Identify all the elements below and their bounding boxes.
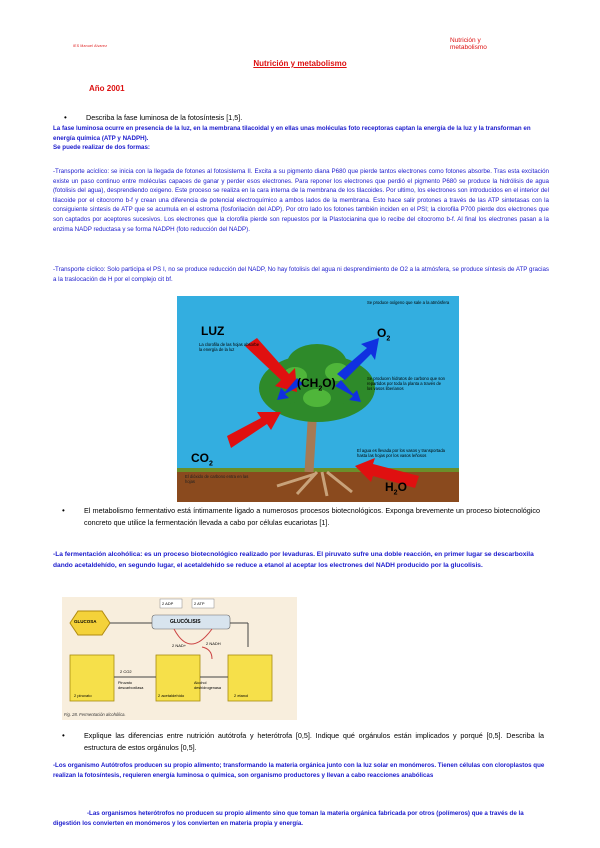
co2-released-label: 2 CO2 (120, 669, 132, 674)
photosynthesis-figure (177, 296, 459, 502)
bullet-icon: • (62, 506, 65, 515)
h2o-label (385, 480, 407, 496)
header-left-text: IES Manuel Alvarez (73, 44, 108, 48)
ch2o-sub: 2 (318, 385, 323, 393)
page-title: Nutrición y metabolismo (253, 59, 347, 68)
note-water: El agua es llevada por los vasos y transportada hasta las hojas por los vasos leñosos (357, 448, 445, 458)
q1-acyclic: -Transporte acíclico: se inicia con la llegada de fotones al fotosistema II. Excita a su pigmento diana P680 que pierde tantos electrones como fotones absorbe. Tras esta excitación existe un paso continuo entre moléculas capaces de ganar y perder esos electrones. Para reponer los electrones que perdió el pigmento P680 se produce la hidrólisis de agua (fotolisis del agua), desprendiendo oxigeno. Este proceso se realiza en la cara interna de la membrana de los tilacoides. Por ultimo, los electrones son introducidos en el interior del tilacoide por el citocromo b-f y crean una diferencia de potencial electroquímico a ambos lados de la membrana. Esto hace salir protones a través de las ATP sintetasas con la consiguiente síntesis de ATP que se acumula en el estroma (fosforilación del ADP). Por otro lado los fotones también inciden en el PSI; la clorofila P700 pierde dos electrones que son captados por aceptores sucesivos. Los electrones que la clorofila pierde son repuestos por la Plastocianina que lo recibe del citocromo b-f. Al final los electrones pasan a la enzima NADP reductasa y se forma NADPH (foto reducción del NADP). (53, 168, 549, 233)
question-2 (62, 505, 540, 529)
adp-label: 2 ADP (162, 601, 174, 606)
acetaldehyde-caption: 2 acetaldehído (158, 693, 185, 698)
note-co2: El dióxido de carbono entra en las hojas (185, 474, 249, 484)
year-heading: Año 2001 (89, 84, 125, 93)
o2-text: O (377, 326, 387, 340)
ethanol-caption: 2 etanol (234, 693, 249, 698)
figure-2-caption: Fig. 28. Fermentación alcohólica. (64, 712, 126, 717)
o2-label (377, 326, 390, 342)
question-3 (62, 730, 544, 754)
q3-answer-autotrophs: -Los organismo Autótrofos producen su propio alimento; transformando la materia orgánica junto con la luz solar en monómeros. Tienen células con cloroplastos que realizan la fotosíntesis, requieren energía luminosa o química, son organismo productores y llevan a cabo reacciones anabólicas (53, 762, 545, 779)
co2-label (191, 451, 213, 467)
nadh-label: 2 NADH (206, 641, 221, 646)
glucose-label: GLUCOSA (74, 619, 97, 624)
nad-label: 2 NAD+ (172, 643, 187, 648)
question-2-text: El metabolismo fermentativo está íntimamente ligado a numerosos procesos biotecnológicos. Exponga brevemente un proceso biotecnológico concreto que utilice la fermentación llevada a cabo por células eucariotas [1]. (84, 506, 540, 527)
q1-answer-intro-1: La fase luminosa ocurre en presencia de la luz, en la membrana tilacoidal y en ellas unas moléculas foto receptoras captan la energía de la luz y la transforman en energía química (ATP y NADPH). (53, 125, 531, 142)
ch2o-text: (CH (297, 376, 319, 390)
question-1-text: Describa la fase luminosa de la fotosíntesis [1,5]. (86, 113, 243, 122)
header-right-line2: metabolismo (450, 44, 487, 51)
co2-sub: 2 (209, 460, 213, 468)
bullet-icon: • (62, 731, 65, 740)
atp-label: 2 ATP (194, 601, 205, 606)
q1-answer-intro (53, 124, 547, 153)
note-chlorophyll: La clorofila de las hojas absorbe la energía de la luz (199, 342, 260, 352)
bullet-icon: • (64, 113, 67, 122)
alcohol-dehydrogenase-label: Alcohol deshidrogenasa (194, 681, 222, 690)
pyruvate-caption: 2 piruvato (74, 693, 92, 698)
question-1 (64, 112, 516, 124)
note-oxygen: Se produce oxígeno que sale a la atmósfera (367, 300, 450, 305)
question-3-text: Explique las diferencias entre nutrición autótrofa y heterótrofa [0,5]. Indique qué orgánulos están implicados y porqué [0,5]. Describa la estructura de estos orgánulos [0,5]. (84, 731, 544, 752)
h2o-sub: 2 (393, 489, 398, 497)
header-right-line1: Nutrición y (450, 37, 481, 44)
co2-text: CO (191, 451, 209, 465)
q3-answer-heterotrophs: -Las organismos heterótrofos no producen su propio alimento sino que toman la materia orgánica fabricada por otros (polímeros) que a través de la digestión los convierten en monómeros y los convierten en materia propia y energía. (53, 810, 524, 827)
q1-answer-intro-2: Se puede realizar de dos formas: (53, 144, 150, 152)
h2o-end: O (397, 480, 407, 494)
q2-answer: -La fermentación alcohólica: es un proceso biotecnológico realizado por levaduras. El piruvato sufre una doble reacción, en primer lugar se descarboxila dando acetaldehído, en segundo lugar, el acetaldehído se reduce a etanol al aceptar los electrones del NADH producido por la glucolisis. (53, 551, 534, 569)
q1-cyclic: -Transporte cíclico: Solo participa el PS I, no se produce reducción del NADP, No hay fotolisis del agua ni desprendimiento de O2 a la atmósfera, se produce síntesis de ATP gracias a la traslocación de H por el complejo cit bf. (53, 266, 549, 283)
h2o-text: H (385, 480, 394, 494)
ch2o-end: O) (322, 376, 336, 390)
glycolysis-label: GLUCÓLISIS (170, 619, 201, 625)
o2-sub: 2 (386, 335, 391, 343)
header-right-text (450, 37, 487, 51)
note-carbohydrates: Se producen hidratos de carbono que son repartidos por toda la planta a través de los vasos liberianos (367, 376, 445, 391)
decarboxylase-label: Piruvato descarboxilasa (118, 681, 144, 690)
fermentation-figure (62, 597, 297, 720)
fermentation-diagram (62, 597, 297, 720)
ch2o-label (297, 376, 336, 392)
luz-label: LUZ (201, 324, 225, 338)
